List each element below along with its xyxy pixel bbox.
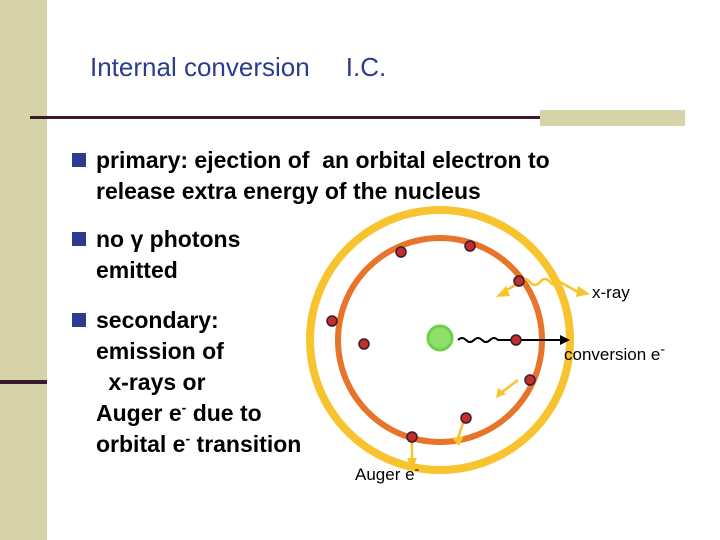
bullet-line: secondary: bbox=[96, 307, 219, 333]
xray-label: x-ray bbox=[592, 283, 630, 302]
orbital-text: orbital e bbox=[96, 431, 186, 457]
superscript-minus: - bbox=[660, 340, 666, 357]
electron bbox=[461, 413, 471, 423]
transition-arrow bbox=[502, 380, 518, 392]
electron bbox=[359, 339, 369, 349]
bullet-line: emitted bbox=[96, 257, 178, 283]
orbital-suffix: transition bbox=[190, 431, 302, 457]
bullet-line: primary: ejection of an orbital electron to bbox=[96, 147, 550, 173]
bullet-line: x-rays or bbox=[102, 369, 206, 395]
bullet-line: no γ photons bbox=[96, 226, 241, 252]
xray-tail-arrowhead-icon bbox=[496, 286, 510, 297]
gamma-wave-arrow bbox=[458, 338, 516, 342]
electron bbox=[396, 247, 406, 257]
slide-title: Internal conversion I.C. bbox=[90, 52, 387, 82]
conversion-text: conversion e bbox=[564, 345, 661, 364]
bullet-line: release extra energy of the nucleus bbox=[96, 178, 481, 204]
nucleus bbox=[428, 326, 452, 350]
xray-arrowhead-icon bbox=[576, 286, 590, 297]
auger-text: Auger e bbox=[96, 400, 182, 426]
conversion-electron-label bbox=[564, 340, 666, 365]
auger-suffix: due to bbox=[186, 400, 262, 426]
electron bbox=[407, 432, 417, 442]
auger-electron-label bbox=[355, 460, 420, 485]
superscript-minus: - bbox=[181, 399, 187, 416]
superscript-minus: - bbox=[185, 430, 191, 447]
electron bbox=[465, 241, 475, 251]
auger-label-text: Auger e bbox=[355, 465, 415, 484]
electron bbox=[525, 375, 535, 385]
electron bbox=[327, 316, 337, 326]
superscript-minus: - bbox=[414, 460, 420, 477]
electron bbox=[511, 335, 521, 345]
bullet-line: emission of bbox=[96, 338, 224, 364]
electron bbox=[514, 276, 524, 286]
